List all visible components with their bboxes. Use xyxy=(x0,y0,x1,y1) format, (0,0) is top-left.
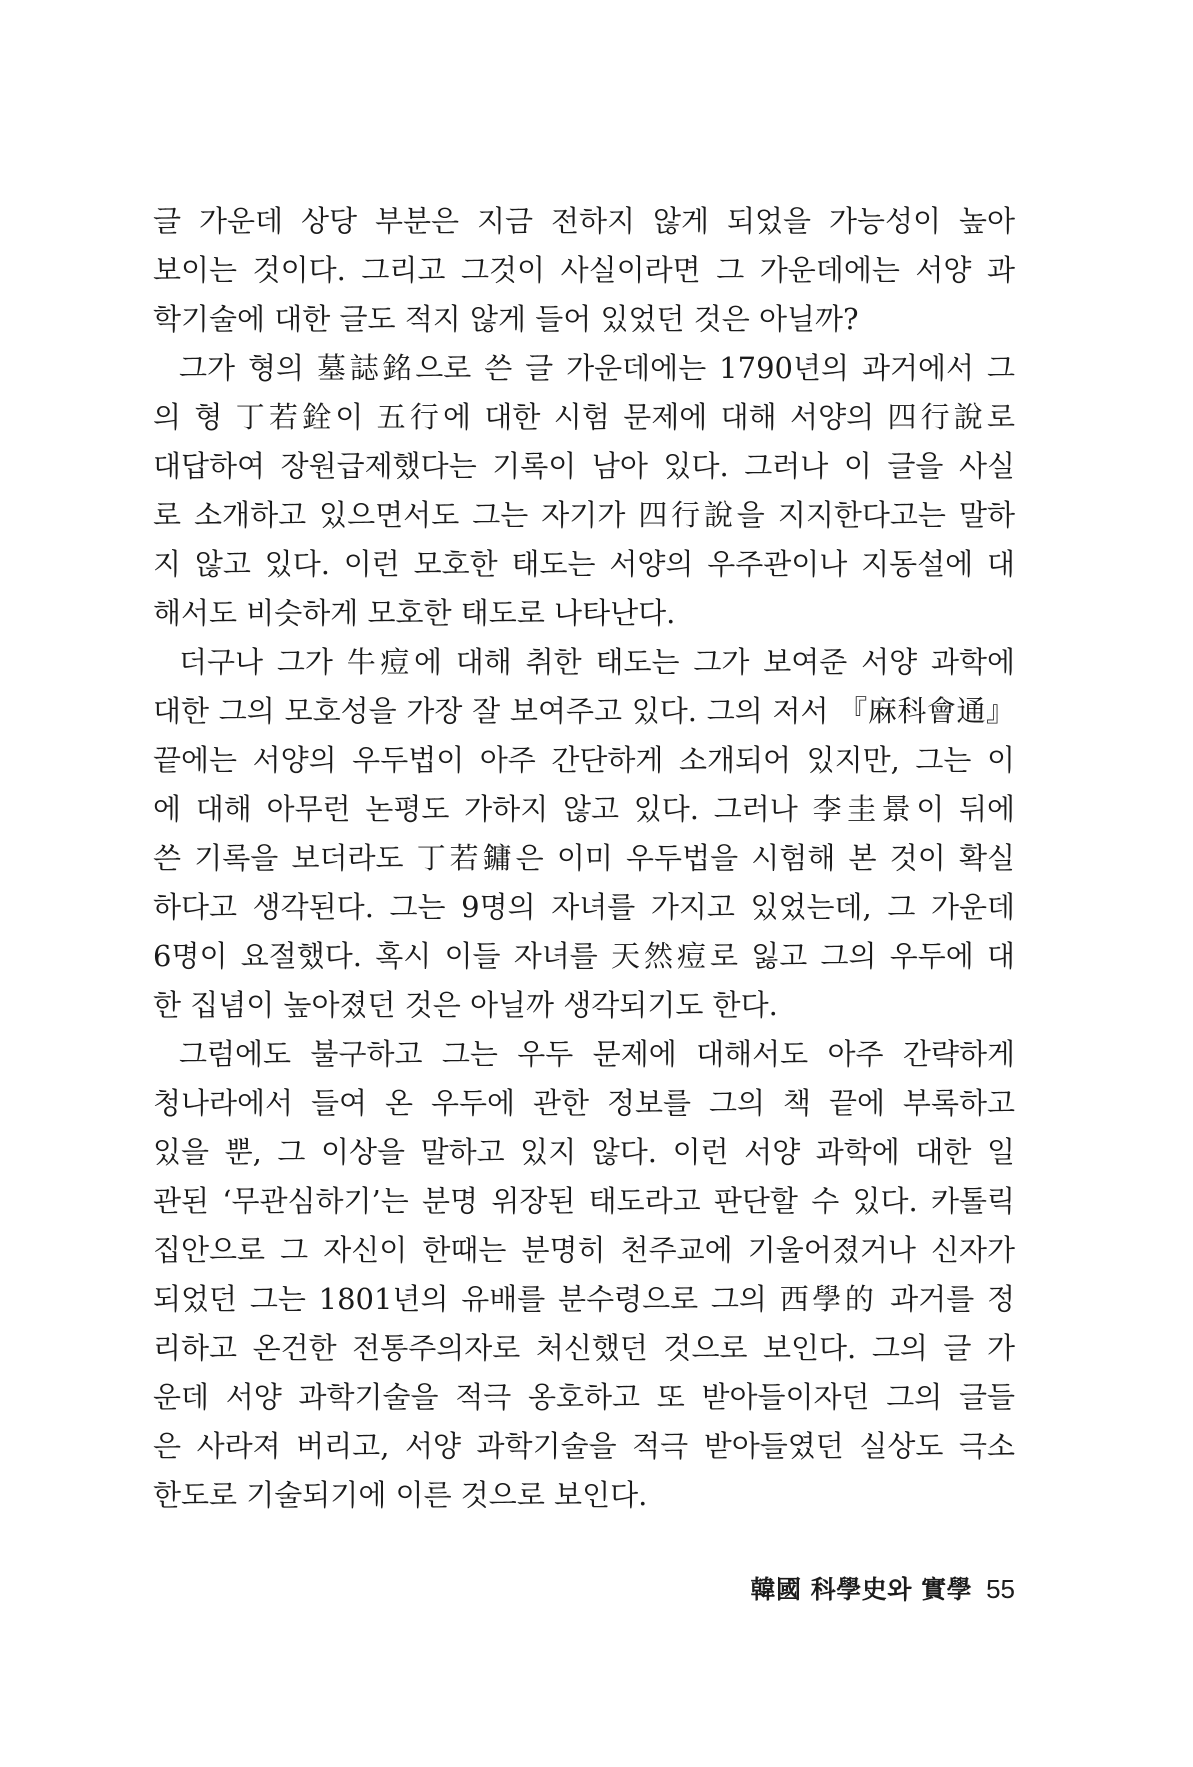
body-line: 그가 형의 墓誌銘으로 쓴 글 가운데에는 1790년의 과거에서 그 xyxy=(179,351,1015,385)
body-line: 은 사라져 버리고, 서양 과학기술을 적극 받아들였던 실상도 극소 xyxy=(153,1429,1015,1463)
body-line: 로 소개하고 있으면서도 그는 자기가 四行說을 지지한다고는 말하 xyxy=(153,498,1015,532)
body-line: 해서도 비슷하게 모호한 태도로 나타난다. xyxy=(153,596,676,630)
body-line: 관된 ‘무관심하기’는 분명 위장된 태도라고 판단할 수 있다. 카톨릭 xyxy=(153,1184,1015,1218)
paragraph xyxy=(153,197,1015,344)
body-line: 글 가운데 상당 부분은 지금 전하지 않게 되었을 가능성이 높아 xyxy=(153,204,1015,238)
body-line: 대한 그의 모호성을 가장 잘 보여주고 있다. 그의 저서 『麻科會通』 xyxy=(153,694,1015,728)
running-footer xyxy=(751,1572,1015,1606)
body-line: 한도로 기술되기에 이른 것으로 보인다. xyxy=(153,1478,648,1512)
body-line: 더구나 그가 牛痘에 대해 취한 태도는 그가 보여준 서양 과학에 xyxy=(179,645,1015,679)
body-text xyxy=(153,197,1015,1520)
paragraph xyxy=(153,344,1015,638)
body-line: 하다고 생각된다. 그는 9명의 자녀를 가지고 있었는데, 그 가운데 xyxy=(153,890,1015,924)
body-line: 운데 서양 과학기술을 적극 옹호하고 또 받아들이자던 그의 글들 xyxy=(153,1380,1015,1414)
body-line: 학기술에 대한 글도 적지 않게 들어 있었던 것은 아닐까? xyxy=(153,302,859,336)
body-line: 6명이 요절했다. 혹시 이들 자녀를 天然痘로 잃고 그의 우두에 대 xyxy=(153,939,1015,973)
body-line: 대답하여 장원급제했다는 기록이 남아 있다. 그러나 이 글을 사실 xyxy=(153,449,1015,483)
body-line: 에 대해 아무런 논평도 가하지 않고 있다. 그러나 李圭景이 뒤에 xyxy=(153,792,1015,826)
body-line: 한 집념이 높아졌던 것은 아닐까 생각되기도 한다. xyxy=(153,988,778,1022)
body-line: 그럼에도 불구하고 그는 우두 문제에 대해서도 아주 간략하게 xyxy=(179,1037,1015,1071)
body-line: 리하고 온건한 전통주의자로 처신했던 것으로 보인다. 그의 글 가 xyxy=(153,1331,1015,1365)
body-line: 의 형 丁若銓이 五行에 대한 시험 문제에 대해 서양의 四行說로 xyxy=(153,400,1015,434)
body-line: 끝에는 서양의 우두법이 아주 간단하게 소개되어 있지만, 그는 이 xyxy=(153,743,1015,777)
body-line: 되었던 그는 1801년의 유배를 분수령으로 그의 西學的 과거를 정 xyxy=(153,1282,1015,1316)
body-line: 지 않고 있다. 이런 모호한 태도는 서양의 우주관이나 지동설에 대 xyxy=(153,547,1015,581)
body-line: 있을 뿐, 그 이상을 말하고 있지 않다. 이런 서양 과학에 대한 일 xyxy=(153,1135,1015,1169)
paragraph xyxy=(153,1030,1015,1520)
body-line: 쓴 기록을 보더라도 丁若鏞은 이미 우두법을 시험해 본 것이 확실 xyxy=(153,841,1015,875)
paragraph xyxy=(153,638,1015,1030)
body-line: 보이는 것이다. 그리고 그것이 사실이라면 그 가운데에는 서양 과 xyxy=(153,253,1015,287)
body-line: 집안으로 그 자신이 한때는 분명히 천주교에 기울어졌거나 신자가 xyxy=(153,1233,1015,1267)
running-footer-title: 韓國 科學史와 實學 xyxy=(750,1575,973,1604)
body-line: 청나라에서 들여 온 우두에 관한 정보를 그의 책 끝에 부록하고 xyxy=(153,1086,1015,1120)
page-number: 55 xyxy=(986,1574,1015,1604)
